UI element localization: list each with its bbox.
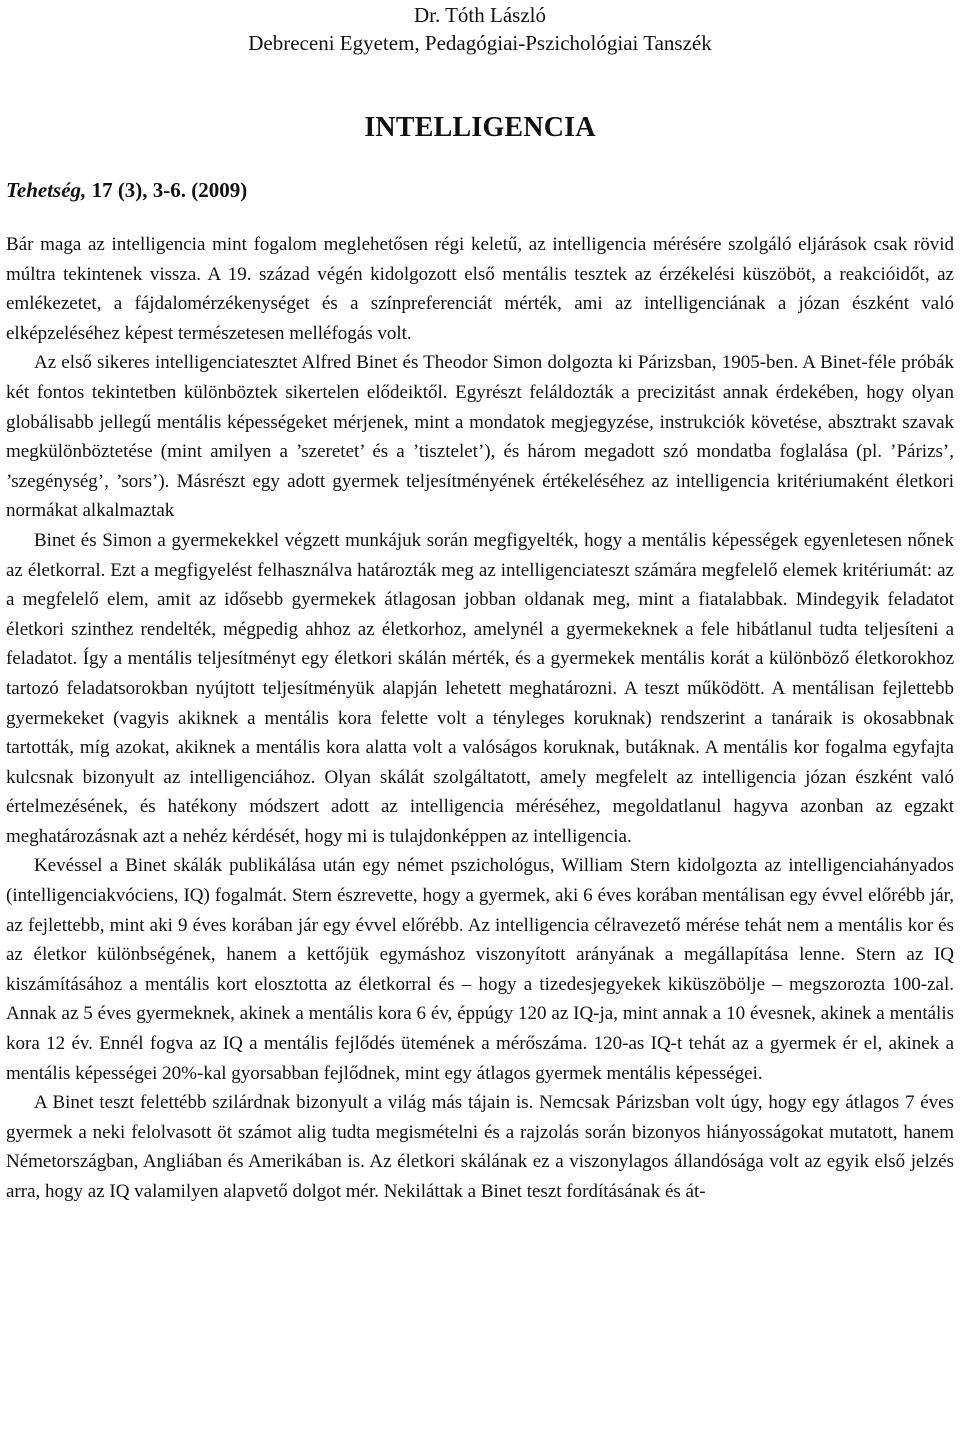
citation-journal: Tehetség,	[6, 178, 87, 202]
paragraph: Az első sikeres intelligenciatesztet Alfred Binet és Theodor Simon dolgozta ki Párizsban, 1905-ben. A Binet-féle próbák két fontos tekintetben különböztek sikertelen elődeiktől. Egyrészt feláldozták a precizitást annak érdekében, hogy olyan globálisabb jellegű mentális képességeket mérjenek, mint a mondatok megjegyzése, instrukciók követése, absztrakt szavak megkülönböztetése (mint amilyen a ’szeretet’ és a ’tisztelet’), és három megadott szó mondatba foglalása (pl. ’Párizs’, ’szegénység’, ’sors’). Másrészt egy adott gyermek teljesítményének értékeléséhez az intelligencia kritériumaként életkori normákat alkalmaztak	[6, 352, 954, 522]
paragraph: Kevéssel a Binet skálák publikálása után egy német pszichológus, William Stern kidolgozta az intelligenciahányados (intelligenciakvóciens, IQ) fogalmát. Stern észrevette, hogy a gyermek, aki 6 éves korában mentálisan egy évvel előrébb jár, az fejlettebb, mint aki 9 éves korában jár egy évvel előrébb. Az intelligencia célravezető mérése tehát nem a mentális kor és az életkor különbségének, hanem a kettőjük egymáshoz viszonyított arányának a megállapítása lenne. Stern az IQ kiszámításához a mentális kort elosztotta az életkorral és – hogy a tizedesjegyekek kiküszöbölje – megszorozta 100-zal. Annak az 5 éves gyermeknek, akinek a mentális kora 6 év, éppúgy 120 az IQ-ja, mint annak a 10 évesnek, akinek a mentális kora 12 év. Ennél fogva az IQ a mentális fejlődés ütemének a mérőszáma. 120-as IQ-t tehát az a gyermek ér el, akinek a mentális képességei 20%-kal gyorsabban fejlődnek, mint egy átlagos gyermek mentális képességei.	[6, 855, 954, 1084]
author-affiliation: Debreceni Egyetem, Pedagógiai-Pszichológiai Tanszék	[248, 31, 712, 55]
paragraph: A Binet teszt felettébb szilárdnak bizonyult a világ más tájain is. Nemcsak Párizsban volt úgy, hogy egy átlagos 7 éves gyermek a neki felolvasott öt számot alig tudta megismételni és a rajzolás során bizonyos hiányosságokat mutatott, hanem Németországban, Angliában és Amerikában is. Az életkori skálának ez a viszonylagos állandósága volt az egyik első jelzés arra, hogy az IQ valamilyen alapvető dolgot mér. Nekiláttak a Binet teszt fordításának és át-	[6, 1092, 954, 1202]
document-title: INTELLIGENCIA	[364, 112, 596, 143]
paragraph: Binet és Simon a gyermekekkel végzett munkájuk során megfigyelték, hogy a mentális képességek egyenletesen nőnek az életkorral. Ezt a megfigyelést felhasználva határozták meg az intelligenciateszt számára megfelelő elemek kritériumát: az a megfelelő elem, amit az idősebb gyermekek átlagosan jobban oldanak meg, mint a fiatalabbak. Mindegyik feladatot életkori szinthez rendelték, mégpedig ahhoz az életkorhoz, amelynél a gyermekeknek a fele hibátlanul tudta teljesíteni a feladatot. Így a mentális teljesítményt egy életkori skálán mérték, és a gyermekek mentális korát a különböző életkorokhoz tartozó feladatsorokban nyújtott teljesítményük alapján lehetett meghatározni. A teszt működött. A mentálisan fejlettebb gyermekeket (vagyis akiknek a mentális kora felette volt a tényleges koruknak) rendszerint a tanáraik is okosabbnak tartották, míg azokat, akiknek a mentális kora alatta volt a valóságos koruknak, butáknak. A mentális kor fogalma egyfajta kulcsnak bizonyult az intelligenciához. Olyan skálát szolgáltatott, amely megfelelt az intelligencia józan észként való értelmezésének, és hatékony módszert adott az intelligencia méréséhez, megoldatlanul hagyva azonban az egzakt meghatározásnak azt a nehéz kérdését, hogy mi is tulajdonképpen az intelligencia.	[6, 529, 954, 847]
paragraph: Bár maga az intelligencia mint fogalom meglehetősen régi keletű, az intelligencia mérésére szolgáló eljárások csak rövid múltra tekintenek vissza. A 19. század végén kidolgozott első mentális tesztek az érzékelési küszöböt, a reakcióidőt, az emlékezetet, a fájdalomérzékenységet és a színpreferenciát mérték, ami az intelligenciának a józan észként való elképzeléséhez képest természetesen melléfogás volt.	[6, 234, 954, 344]
citation-details: 17 (3), 3-6. (2009)	[91, 178, 248, 202]
citation	[6, 178, 247, 203]
document-body	[6, 230, 954, 1207]
author-name: Dr. Tóth László	[413, 3, 546, 27]
